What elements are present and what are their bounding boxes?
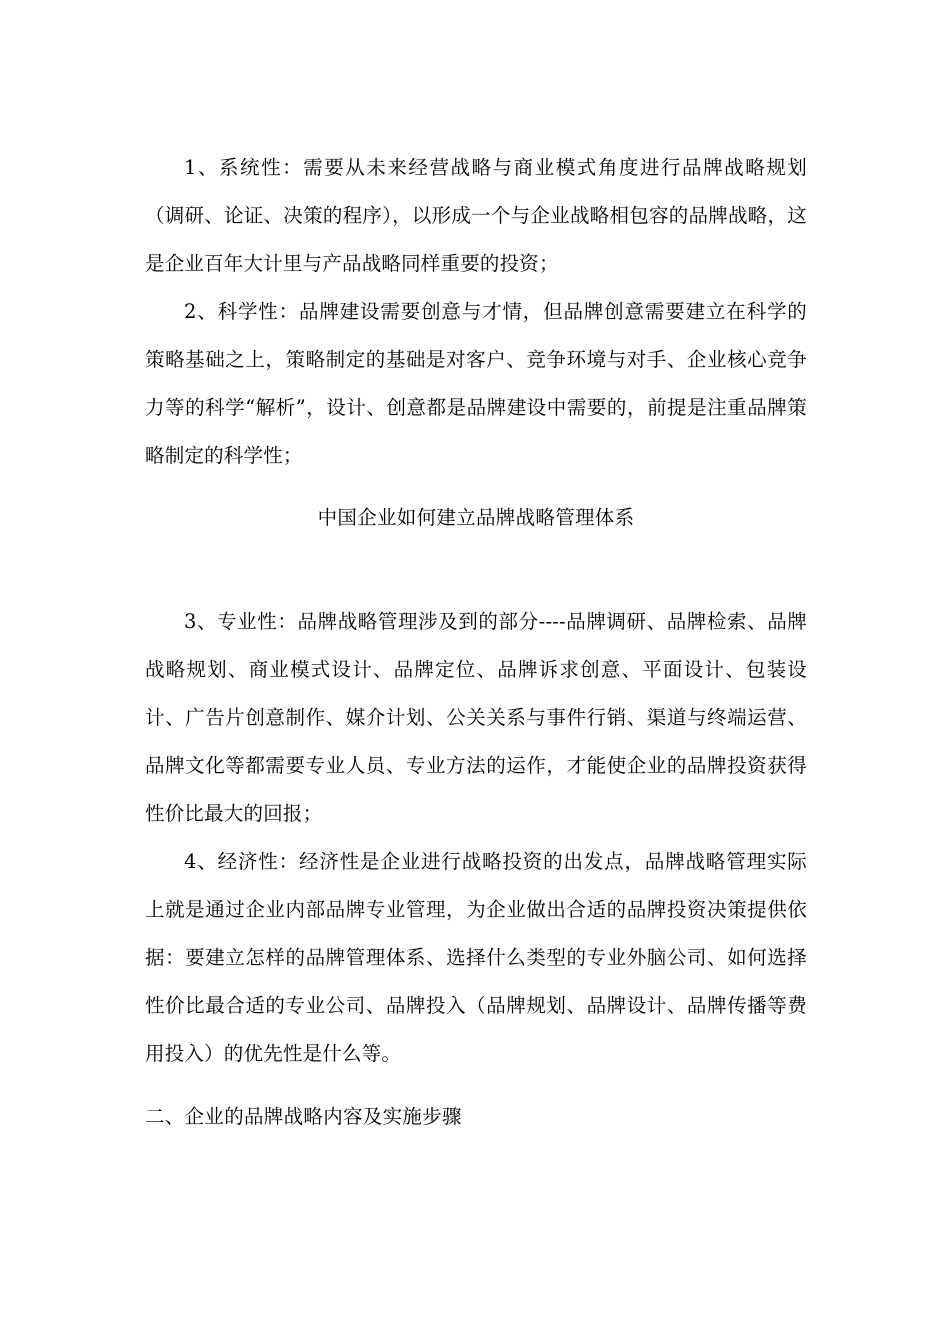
- paragraph-systematic: 1、系统性：需要从未来经营战略与商业模式角度进行品牌战略规划（调研、论证、决策的程序），以形成一个与企业战略相包容的品牌战略，这是企业百年大计里与产品战略同样重要的投资；: [145, 156, 807, 275]
- paragraph-professional: 3、专业性：品牌战略管理涉及到的部分----品牌调研、品牌检索、品牌战略规划、商业模式设计、品牌定位、品牌诉求创意、平面设计、包装设计、广告片创意制作、媒介计划、公关关系与事件行销、渠道与终端运营、品牌文化等都需要专业人员、专业方法的运作，才能使企业的品牌投资获得性价比最大的回报；: [145, 610, 807, 825]
- paragraph-economic: 4、经济性：经济性是企业进行战略投资的出发点，品牌战略管理实际上就是通过企业内部品牌专业管理，为企业做出合适的品牌投资决策提供依据：要建立怎样的品牌管理体系、选择什么类型的专业外脑公司、如何选择性价比最合适的专业公司、品牌投入（品牌规划、品牌设计、品牌传播等费用投入）的优先性是什么等。: [145, 850, 807, 1065]
- document-body: [145, 144, 807, 1141]
- section-heading: 二、企业的品牌战略内容及实施步骤: [145, 1105, 462, 1128]
- paragraph-scientific: 2、科学性：品牌建设需要创意与才情，但品牌创意需要建立在科学的策略基础之上，策略制定的基础是对客户、竞争环境与对手、企业核心竞争力等的科学“解析”，设计、创意都是品牌建设中需要的，前提是注重品牌策略制定的科学性；: [145, 300, 807, 467]
- center-title: 中国企业如何建立品牌战略管理体系: [317, 506, 635, 529]
